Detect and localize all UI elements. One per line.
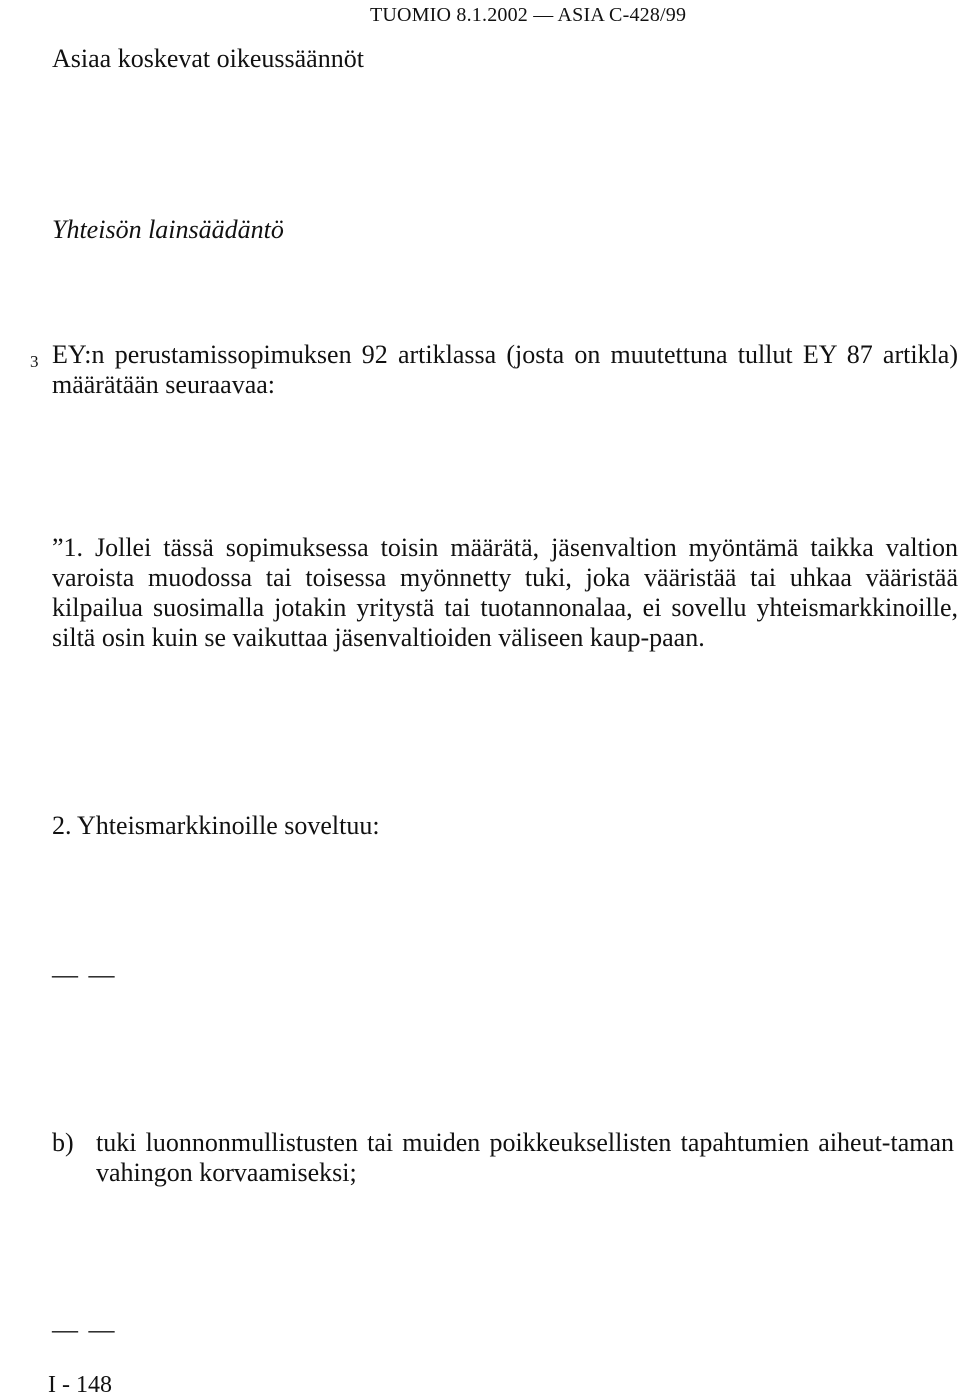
section-heading: Asiaa koskevat oikeussäännöt <box>52 44 364 73</box>
running-head: TUOMIO 8.1.2002 — ASIA C-428/99 <box>370 4 687 26</box>
list-item-text: tuki luonnonmullistusten tai muiden poikkeuksellisten tapahtumien aiheut-taman vahingon korvaamiseksi; <box>96 1128 954 1187</box>
quoted-article-item-1: ”1. Jollei tässä sopimuksessa toisin määrätä, jäsenvaltion myöntämä taikka valtion varoista muodossa tai toisessa myönnetty tuki, joka vääristää tai uhkaa vääristää kilpailua suosimalla jotakin yritystä tai tuotannonalaa, ei sovellu yhteismarkkinoille, siltä osin kuin se vaikuttaa jäsenvaltioiden väliseen kaup-paan. <box>52 533 958 652</box>
paragraph-text: EY:n perustamissopimuksen 92 artiklassa (josta on muutettuna tullut EY 87 artikla) määrätään seuraavaa: <box>52 340 958 399</box>
quoted-article-item-2: 2. Yhteismarkkinoille soveltuu: <box>52 811 380 840</box>
paragraph-number: 3 <box>30 352 39 371</box>
page-number: I - 148 <box>48 1372 112 1398</box>
list-item-marker: b) <box>52 1128 74 1157</box>
omission-mark: — — <box>52 1315 117 1344</box>
omission-mark: — — <box>52 960 117 989</box>
sub-heading: Yhteisön lainsäädäntö <box>52 215 284 244</box>
